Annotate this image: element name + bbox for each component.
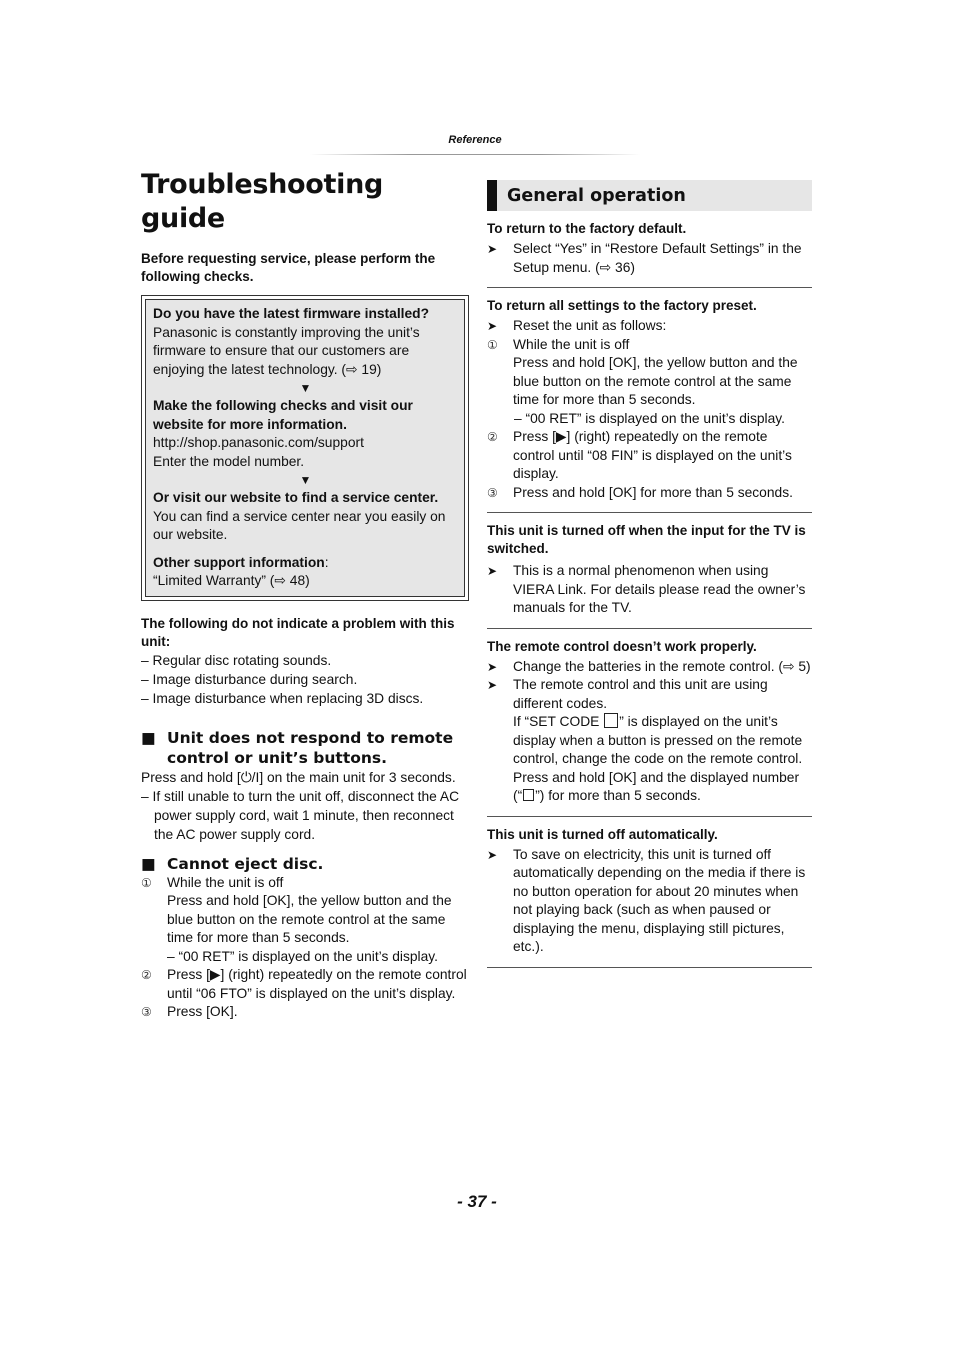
service-center-title: Or visit our website to find a service center. bbox=[153, 490, 439, 505]
service-center-text: You can find a service center near you easily on our website. bbox=[153, 508, 446, 542]
firmware-text: Panasonic is constantly improving the unit’s firmware to ensure that our customers are enjoying the latest technology. (⇨ 19) bbox=[153, 324, 420, 377]
firmware-question: Do you have the latest firmware installed? bbox=[153, 306, 430, 321]
arrow-bullet-icon: ➤ bbox=[487, 659, 498, 674]
auto-off-section: This unit is turned off automatically. ➤ To save on electricity, this unit is turned off automatically depending on the media if there is no button operation for about 20 minutes when not playing back (such as when paused or displaying the menu, displaying still pictures, etc.). bbox=[487, 826, 812, 968]
step-number: ③ bbox=[487, 485, 498, 500]
page-title: Troubleshooting guide bbox=[141, 169, 384, 234]
checklist-box: Do you have the latest firmware installed? Panasonic is constantly improving the unit’s firmware to ensure that our customers are enjoying the latest technology. (⇨ 19) ▼ Make the following checks and visit our website for more information. http://shop.panasonic.com/support Enter the model number. ▼ Or visit our website to find a service center. You can find a service center near you easily on our website. Other support information: “Limited Warranty” (⇨ 48) bbox=[141, 295, 469, 601]
model-number-text: Enter the model number. bbox=[153, 453, 305, 469]
list-item: ② Press [▶] (right) repeatedly on the remote control until “08 FIN” is displayed on the unit’s display. bbox=[487, 428, 812, 484]
general-operation-heading: General operation bbox=[487, 180, 812, 211]
tv-input-section: This unit is turned off when the input for the TV is switched. ➤ This is a normal phenomenon when using VIERA Link. For details please read the owner’s manuals for the TV. bbox=[487, 522, 812, 629]
code-digit-box-icon bbox=[523, 789, 534, 801]
list-item: – Image disturbance when replacing 3D discs. bbox=[141, 690, 424, 706]
right-column bbox=[487, 180, 812, 977]
list-item: ③ Press [OK]. bbox=[141, 1003, 469, 1022]
list-item: – Image disturbance during search. bbox=[141, 671, 358, 687]
step-number: ① bbox=[487, 337, 498, 352]
unresponsive-note: – If still unable to turn the unit off, disconnect the AC power supply cord, wait 1 minute, then reconnect the AC power supply cord. bbox=[141, 788, 460, 842]
list-item: ② Press [▶] (right) repeatedly on the remote control until “06 FTO” is displayed on the unit’s display. bbox=[141, 966, 469, 1003]
header-divider bbox=[310, 154, 640, 155]
code-digit-box-icon bbox=[604, 713, 618, 728]
arrow-bullet-icon: ➤ bbox=[487, 319, 498, 333]
page-number: - 37 - bbox=[457, 1192, 497, 1211]
list-item: ① While the unit is off Press and hold [OK], the yellow button and the blue button on the remote control at the same time for more than 5 seconds. – “00 RET” is displayed on the unit’s display. bbox=[487, 336, 812, 429]
step-number: ① bbox=[141, 875, 152, 890]
step-number: ③ bbox=[141, 1005, 152, 1019]
remote-control-section: The remote control doesn’t work properly. ➤ Change the batteries in the remote control. (⇨ 5) ➤ The remote control and this unit are using different codes. If “SET CODE ” is displayed on the unit’s display when a button is pressed on the remote control, change the code on the remote control. Press and hold [OK] and the displayed number (“ ”) for more than 5 seconds. bbox=[487, 638, 812, 817]
step-number: ② bbox=[487, 430, 498, 444]
section-label: Reference bbox=[448, 134, 502, 146]
warranty-reference: “Limited Warranty” (⇨ 48) bbox=[153, 573, 310, 588]
left-column bbox=[141, 168, 469, 1022]
list-item: ③ Press and hold [OK] for more than 5 seconds. bbox=[487, 484, 812, 503]
square-bullet-icon: ■ bbox=[141, 728, 156, 747]
no-problem-title: The following do not indicate a problem with this unit: bbox=[141, 615, 455, 649]
other-support-title: Other support information bbox=[153, 554, 325, 570]
website-checks-title: Make the following checks and visit our website for more information. bbox=[153, 398, 413, 432]
support-url: http://shop.panasonic.com/support bbox=[153, 435, 364, 450]
arrow-bullet-icon: ➤ bbox=[487, 564, 498, 578]
factory-default-section: To return to the factory default. ➤ Select “Yes” in “Restore Default Settings” in the Setup menu. (⇨ 36) bbox=[487, 220, 812, 288]
eject-heading: ■ Cannot eject disc. bbox=[141, 854, 324, 873]
square-bullet-icon: ■ bbox=[141, 854, 156, 873]
step-number: ② bbox=[141, 968, 152, 982]
power-icon: ⏻/I bbox=[240, 769, 260, 785]
down-arrow-icon: ▼ bbox=[299, 381, 312, 395]
down-arrow-icon: ▼ bbox=[299, 473, 312, 487]
unresponsive-instruction: Press and hold [⏻/I] on the main unit for 3 seconds. bbox=[141, 769, 456, 785]
arrow-bullet-icon: ➤ bbox=[487, 847, 498, 862]
unresponsive-heading: ■ Unit does not respond to remote control or unit’s buttons. bbox=[141, 728, 454, 767]
list-item: – Regular disc rotating sounds. bbox=[141, 652, 332, 668]
intro-text: Before requesting service, please perform the following checks. bbox=[141, 251, 436, 284]
list-item: ① While the unit is off Press and hold [OK], the yellow button and the blue button on the remote control at the same time for more than 5 seconds. – “00 RET” is displayed on the unit’s display. bbox=[141, 874, 469, 967]
arrow-bullet-icon: ➤ bbox=[487, 678, 498, 692]
arrow-bullet-icon: ➤ bbox=[487, 242, 498, 256]
factory-preset-section: To return all settings to the factory preset. ➤ Reset the unit as follows: ① While the unit is off Press and hold [OK], the yellow button and the blue button on the remote control at the same time for more than 5 seconds. – “00 RET” is displayed on the unit’s display. ② Press [▶] (right) repeatedly on the remote control until “08 FIN” is displayed on the unit’s display. ③ Press and hold [OK] for more than 5 seconds. bbox=[487, 297, 812, 513]
